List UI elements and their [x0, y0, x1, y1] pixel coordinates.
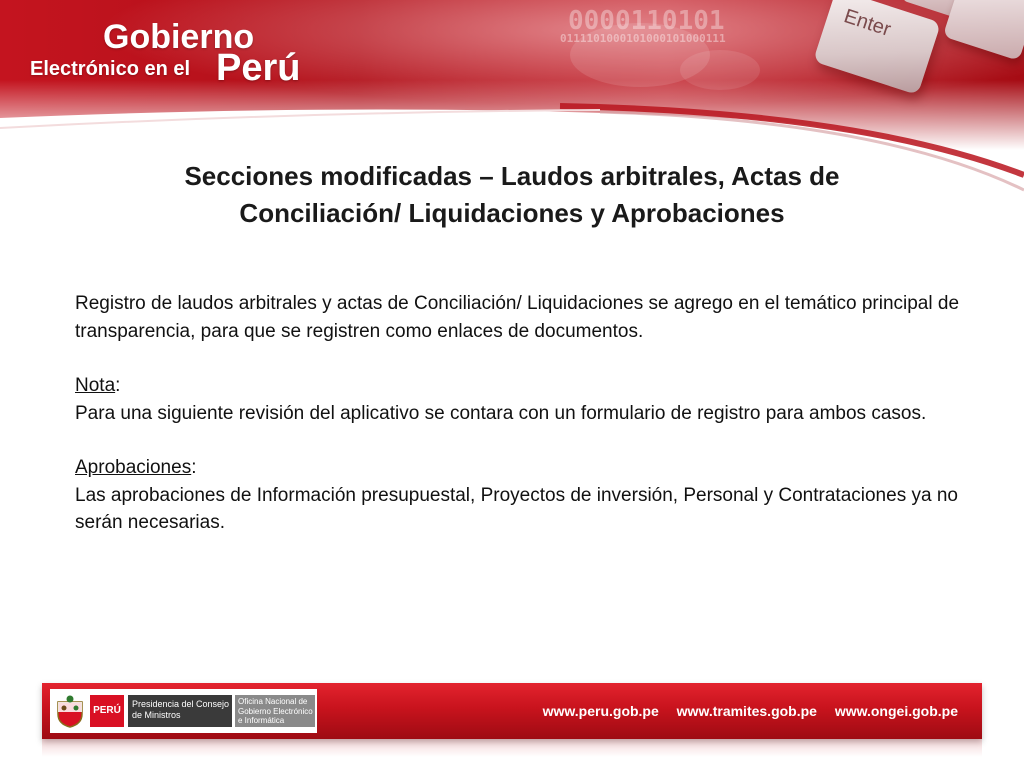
aprobaciones-label: Aprobaciones: [75, 457, 192, 478]
nota-label: Nota: [75, 375, 116, 396]
ongei-label: Oficina Nacional de Gobierno Electrónico e Informática: [235, 695, 315, 727]
link-tramites-gob[interactable]: www.tramites.gob.pe: [676, 703, 817, 719]
government-logos: [50, 689, 317, 733]
binary-decoration-2: 0111101000101000101000111: [560, 32, 726, 45]
coat-of-arms-icon: [54, 694, 86, 728]
slide-title-line1: Secciones modificadas – Laudos arbitrales, Actas de: [184, 161, 840, 191]
brand-electronico: Electrónico en el: [30, 58, 191, 80]
slide-body: [75, 290, 975, 537]
nota-heading: Nota:: [75, 375, 121, 396]
slide-title: [60, 158, 964, 232]
link-peru-gob[interactable]: www.peru.gob.pe: [542, 703, 659, 719]
slide-title-line2: Conciliación/ Liquidaciones y Aprobaciones: [239, 198, 785, 228]
link-ongei-gob[interactable]: www.ongei.gob.pe: [834, 703, 958, 719]
peru-badge: PERÚ: [90, 695, 124, 727]
aprobaciones-paragraph: Las aprobaciones de Información presupuestal, Proyectos de inversión, Personal y Contrataciones ya no serán necesarias.: [75, 484, 958, 533]
registro-paragraph: Registro de laudos arbitrales y actas de Conciliación/ Liquidaciones se agrego en el temático principal de transparencia, para que se registren como enlaces de documentos.: [75, 293, 960, 342]
enter-key-label: Enter: [841, 5, 894, 41]
binary-decoration-1: 0000110101: [568, 6, 725, 36]
footer-bar: [42, 683, 982, 739]
footer-reflection: [42, 739, 982, 757]
aprobaciones-heading: Aprobaciones:: [75, 457, 197, 478]
presidencia-label: Presidencia del Consejo de Ministros: [128, 695, 232, 727]
brand-gobierno: Gobierno: [103, 18, 255, 56]
brand-peru: Perú: [216, 47, 301, 89]
footer-links: [529, 703, 958, 719]
nota-paragraph: Para una siguiente revisión del aplicativo se contara con un formulario de registro para ambos casos.: [75, 402, 927, 424]
